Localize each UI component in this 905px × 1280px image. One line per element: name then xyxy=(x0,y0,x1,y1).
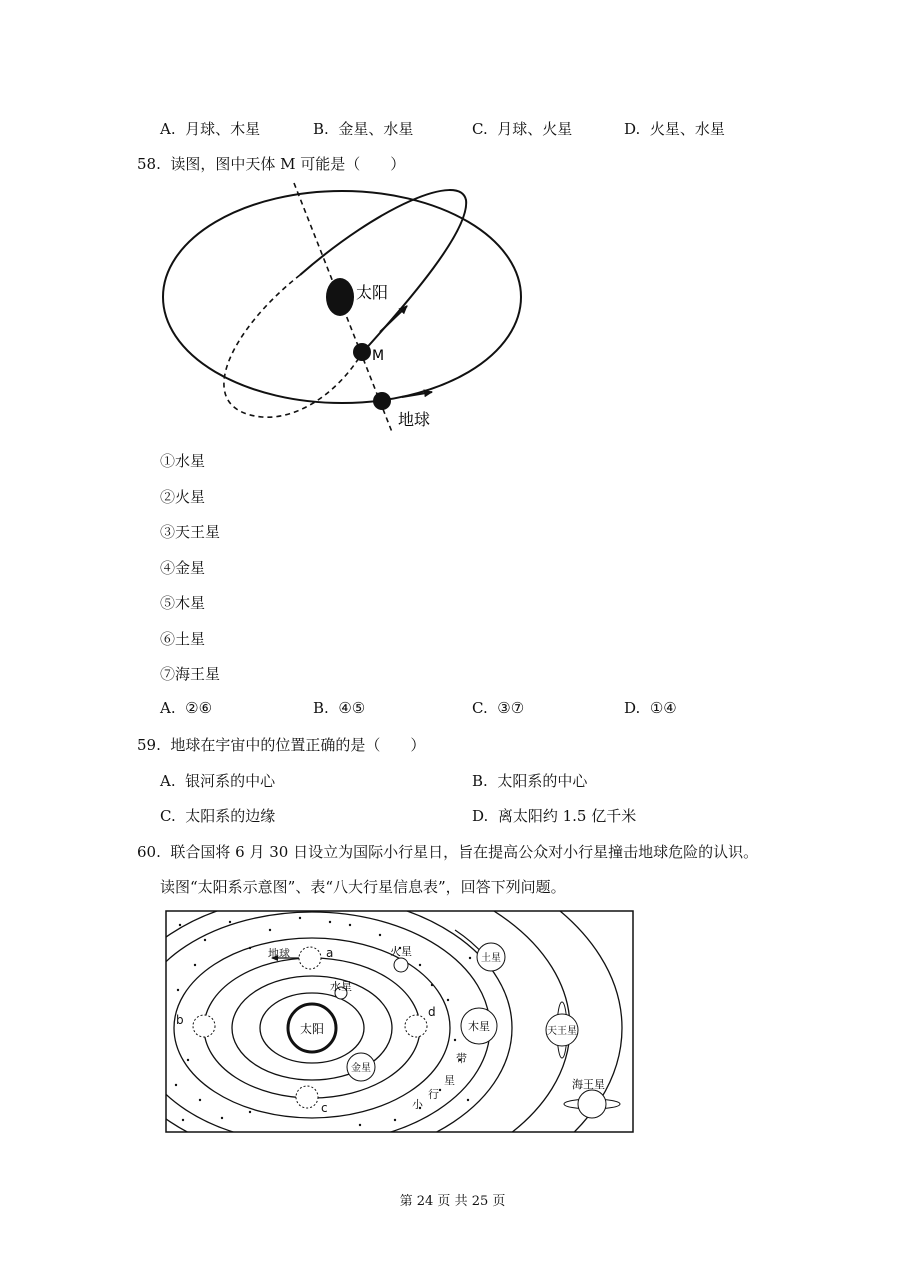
mercury-label: 水星 xyxy=(330,980,352,993)
q60-stem-text: 联合国将 6 月 30 日设立为国际小行星日，旨在提高公众对小行星撞击地球危险的认识。 xyxy=(170,843,759,861)
m-label: M xyxy=(372,348,385,364)
q59-option-c[interactable]: C. 太阳系的边缘 xyxy=(160,807,276,825)
m-direction-arrow xyxy=(380,306,407,332)
q58-stem-text: 读图，图中天体 M 可能是（ ） xyxy=(170,155,406,173)
jupiter-label: 木星 xyxy=(468,1020,490,1033)
mars-label: 火星 xyxy=(390,945,412,958)
position-c-label: c xyxy=(321,1101,328,1115)
svg-text:星: 星 xyxy=(444,1074,455,1087)
svg-text:行: 行 xyxy=(428,1088,439,1101)
orbit-figure xyxy=(150,178,540,438)
q58-option-d[interactable]: D. ①④ xyxy=(624,699,677,717)
q57-option-d[interactable]: D. 火星、水星 xyxy=(624,120,725,138)
m-body xyxy=(353,343,371,361)
q58-item: ③天王星 xyxy=(160,523,221,541)
q59-stem-text: 地球在宇宙中的位置正确的是（ ） xyxy=(170,736,426,754)
position-a-label: a xyxy=(326,946,334,960)
q57-option-c[interactable]: C. 月球、火星 xyxy=(472,120,573,138)
uranus-label: 天王星 xyxy=(547,1026,577,1037)
q58-option-a[interactable]: A. ②⑥ xyxy=(160,699,213,717)
q59-option-a[interactable]: A. 银河系的中心 xyxy=(160,772,276,790)
q59-option-d[interactable]: D. 离太阳约 1.5 亿千米 xyxy=(472,807,637,825)
saturn-label: 土星 xyxy=(481,953,501,964)
svg-text:小: 小 xyxy=(412,1098,423,1111)
page-footer: 第 24 页 共 25 页 xyxy=(399,1194,506,1209)
neptune-label: 海王星 xyxy=(572,1078,605,1091)
q58-item: ⑥土星 xyxy=(160,630,206,648)
q59-number: 59. xyxy=(137,736,161,754)
earth-position-a xyxy=(299,947,321,969)
q58-item: ①水星 xyxy=(160,452,206,470)
mars-body xyxy=(394,958,408,972)
q58-item: ②火星 xyxy=(160,488,206,506)
q58-item: ⑤木星 xyxy=(160,594,206,612)
q57-option-a[interactable]: A. 月球、木星 xyxy=(160,120,261,138)
svg-text:带: 带 xyxy=(456,1052,467,1065)
q58-stem xyxy=(137,153,405,174)
q59-option-b[interactable]: B. 太阳系的中心 xyxy=(472,772,588,790)
sun-body xyxy=(326,278,354,316)
q58-number: 58. xyxy=(137,155,161,173)
q57-option-b[interactable]: B. 金星、水星 xyxy=(313,120,414,138)
q60-stem xyxy=(137,841,758,862)
earth-position-d xyxy=(405,1015,427,1037)
earth-position-b xyxy=(193,1015,215,1037)
position-d-label: d xyxy=(428,1005,436,1019)
q58-item: ④金星 xyxy=(160,559,206,577)
earth-label: 地球 xyxy=(268,947,290,960)
q60-number: 60. xyxy=(137,843,161,861)
sun-label: 太阳 xyxy=(299,1022,325,1036)
solar-system-figure xyxy=(165,910,635,1134)
q60-instruction: 读图“太阳系示意图”、表“八大行星信息表”，回答下列问题。 xyxy=(160,878,566,896)
earth-label: 地球 xyxy=(398,410,431,429)
q59-stem xyxy=(137,734,425,755)
venus-label: 金星 xyxy=(351,1063,371,1074)
q58-option-b[interactable]: B. ④⑤ xyxy=(313,699,366,717)
neptune-body xyxy=(578,1090,606,1118)
q58-option-c[interactable]: C. ③⑦ xyxy=(472,699,525,717)
earth-body xyxy=(373,392,391,410)
earth-position-c xyxy=(296,1086,318,1108)
q58-item: ⑦海王星 xyxy=(160,665,221,683)
position-b-label: b xyxy=(176,1013,184,1027)
sun-label: 太阳 xyxy=(356,283,389,302)
